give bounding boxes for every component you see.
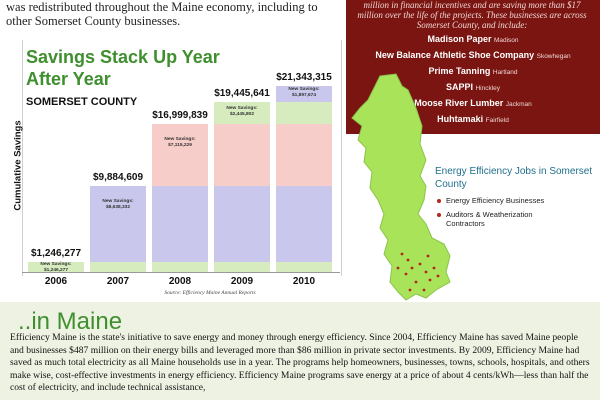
business-dot-icon: [411, 267, 414, 270]
chart-source: Source: Efficiency Maine Annual Reports: [164, 290, 256, 296]
business-name: Prime Tanning: [428, 66, 493, 76]
maine-body-text: Efficiency Maine is the state's initiative to save energy and money through energy efficiency. Since 2004, Efficiency Maine has saved Maine people and businesses $487 million on their energy bills and leveraged more than $86 million in private sector investments. By 2009, Efficiency Maine had saved as much total electricity as all Maine households use in a year. The programs help homeowners, businesses, towns, schools, hospitals, and others make wise, cost-effective investments in energy efficiency. Efficiency Maine programs save energy at a price of about 4 cents/kWh—less than half the cost of electricity, and include technical assistance,: [10, 332, 590, 393]
business-item: [346, 34, 600, 44]
bar-total-label-2006: $1,246,277: [30, 248, 82, 260]
business-dot-icon: [401, 253, 404, 256]
chart-title: Savings Stack Up Year After Year: [26, 47, 220, 89]
bar-segment-2009-2008: [214, 123, 270, 186]
bar-total-label-2009: $19,445,641: [214, 88, 270, 100]
business-town: Jackman: [505, 101, 532, 108]
chart-x-axis: [22, 272, 340, 273]
business-dot-icon: [419, 263, 422, 266]
business-name: Huhtamaki: [437, 114, 486, 124]
bar-segment-2010-2008: [276, 123, 332, 186]
bar-segment-2009-2007: [214, 185, 270, 262]
business-town: Madison: [493, 37, 519, 44]
bar-new-savings-label-2008: New Savings: $7,115,229: [164, 136, 196, 148]
business-name: Madison Paper: [427, 34, 494, 44]
bar-segment-2010-2007: [276, 185, 332, 262]
business-town: Fairfield: [485, 117, 509, 124]
bar-segment-2008-2008: [152, 123, 208, 186]
chart-subtitle: SOMERSET COUNTY: [26, 96, 138, 108]
bar-segment-2008-2007: [152, 185, 208, 262]
business-dot-icon: [433, 267, 436, 270]
business-dot-icon: [437, 275, 440, 278]
bar-total-label-2008: $16,999,839: [152, 109, 208, 121]
map-legend-title: Energy Efficiency Jobs in Somerset County: [435, 166, 593, 190]
business-town: Skowhegan: [536, 53, 571, 60]
business-dot-icon: [407, 259, 410, 262]
business-dot-icon: [415, 281, 418, 284]
bar-total-label-2007: $9,884,609: [92, 172, 144, 184]
business-town: Hartland: [492, 69, 518, 76]
business-dot-icon: [405, 273, 408, 276]
business-dot-icon: [397, 267, 400, 270]
bar-new-savings-label-2007: New Savings: $8,638,332: [102, 199, 134, 211]
x-tick-label-2008: 2008: [168, 276, 192, 287]
bar-new-savings-label-2006: New Savings: $1,246,277: [40, 262, 72, 274]
x-tick-label-2010: 2010: [292, 276, 316, 287]
chart-y-axis-label: Cumulative Savings: [12, 120, 24, 211]
business-town: Hinckley: [475, 85, 501, 92]
business-item: [346, 50, 600, 60]
business-dot-icon: [423, 289, 426, 292]
legend-item-contractors: Auditors & Weatherization Contractors: [437, 210, 556, 228]
legend-dot-icon: [437, 199, 441, 203]
x-tick-label-2006: 2006: [44, 276, 68, 287]
bar-segment-2007-2007: [90, 185, 146, 262]
business-name: New Balance Athletic Shoe Company: [375, 50, 537, 60]
business-dot-icon: [409, 289, 412, 292]
legend-dot-icon: [437, 213, 441, 217]
bar-new-savings-label-2009: New Savings: $2,445,802: [226, 105, 258, 117]
maine-heading: ..in Maine: [18, 308, 123, 335]
bar-total-label-2010: $21,343,315: [276, 71, 332, 83]
intro-text: was redistributed throughout the Maine economy, including to other Somerset County businesses.: [6, 0, 318, 28]
business-name: Moose River Lumber: [414, 98, 506, 108]
legend-item-businesses: Energy Efficiency Businesses: [437, 196, 544, 205]
business-dot-icon: [429, 279, 432, 282]
x-tick-label-2009: 2009: [230, 276, 254, 287]
business-dot-icon: [427, 255, 430, 258]
business-dot-icon: [425, 271, 428, 274]
business-name: SAPPI: [445, 82, 476, 92]
x-tick-label-2007: 2007: [106, 276, 130, 287]
bar-segment-2010-2009: [276, 101, 332, 123]
businesses-intro: million in financial incentives and are saving more than $17 million over the life of the projects. These businesses are across Somerset County, and include:: [357, 0, 587, 30]
bar-new-savings-label-2010: New Savings: $1,897,674: [288, 86, 320, 98]
